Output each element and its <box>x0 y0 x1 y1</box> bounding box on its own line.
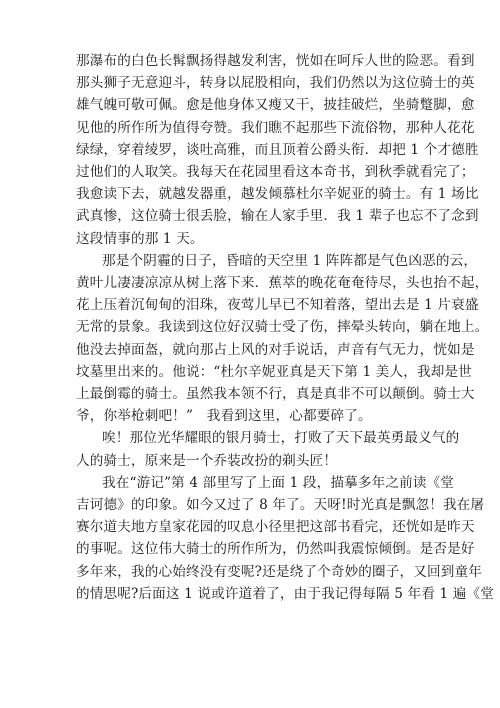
text-line: 无常的景象。我读到这位好汉骑士受了伤，摔晕头转向，躺在地上。 <box>76 319 489 336</box>
text-line: 坟墓里出来的。他说：“杜尔辛妮亚真是天下第 1 美人，我却是世 <box>76 363 472 380</box>
text-line: 吉诃德》的印象。如今又过了 8 年了。天呀!时光真是飘忽！我在屠 <box>76 497 485 514</box>
text-line: 爷，你举枪刺吧！” 我看到这里，心都要碎了。 <box>76 408 372 425</box>
text-line: 武真惨，这位骑士很丢脸，输在人家手里．我 1 辈子也忘不了念到 <box>76 208 479 225</box>
text-line: 人的骑士，原来是一个乔装改扮的剃头匠！ <box>76 452 338 469</box>
text-line: 我愈读下去，就越发器重，越发倾慕杜尔辛妮亚的骑士。有 1 场比 <box>76 186 479 203</box>
text-line: 这段情事的那 1 天。 <box>76 230 204 247</box>
text-line: 他没去掉面盔，就向那占上风的对手说话，声音有气无力，恍如是 <box>76 341 475 358</box>
text-line: 绿绿，穿着绫罗，谈吐高雅，而且顶着公爵头衔．却把 1 个才德胜 <box>76 141 479 158</box>
text-line: 的情思呢?后面这 1 说或许道着了，由于我记得每隔 5 年看 1 遍《堂 <box>76 585 494 602</box>
text-line: 多年来，我的心始终没有变呢?还是绕了个奇妙的圈子，又回到童年 <box>76 563 483 580</box>
text-line: 见他的所作所为值得夸赞。我们瞧不起那些下流俗物，那种人花花 <box>76 119 475 136</box>
text-line: 唉！那位光华耀眼的银月骑士，打败了天下最英勇最义气的 <box>102 430 460 447</box>
text-line: 上最倒霉的骑士。虽然我本领不行，真是真非不可以颠倒。骑士大 <box>76 386 475 403</box>
text-line: 的事呢。这位伟大骑士的所作所为，仍然叫我震惊倾倒。是否是好 <box>76 541 475 558</box>
text-line: 那头狮子无意迎斗，转身以屁股相向，我们仍然以为这位骑士的英 <box>76 75 475 92</box>
paragraph-1 <box>76 50 479 250</box>
text-line: 雄气魄可敬可佩。愈是他身体又瘦又干，披挂破烂，坐骑蹩脚，愈 <box>76 97 475 114</box>
text-line: 花上压着沉甸甸的泪珠，夜莺儿早已不知着落，望出去是 1 片衰盛 <box>76 297 479 314</box>
text-line: 赛尔道夫地方皇家花园的叹息小径里把这部书看完，还恍如是昨天 <box>76 519 475 536</box>
paragraph-4 <box>76 472 494 605</box>
text-line: 我在“游记”第 4 部里写了上面 1 段，描摹多年之前读《堂 <box>102 474 455 491</box>
text-line: 过他们的人取笑。我每天在花园里看这本奇书，到秋季就看完了； <box>76 164 475 181</box>
paragraph-3 <box>76 427 460 471</box>
text-line: 那是个阴霾的日子，昏暗的天空里 1 阵阵都是气色凶恶的云， <box>102 252 478 269</box>
text-line: 黄叶儿凄凄凉凉从树上落下来．蕉萃的晚花奄奄待尽，头也抬不起， <box>76 275 489 292</box>
paragraph-2 <box>76 250 489 428</box>
text-line: 那瀑布的白色长髯飘扬得越发利害，恍如在呵斥人世的险恶。看到 <box>76 53 475 69</box>
